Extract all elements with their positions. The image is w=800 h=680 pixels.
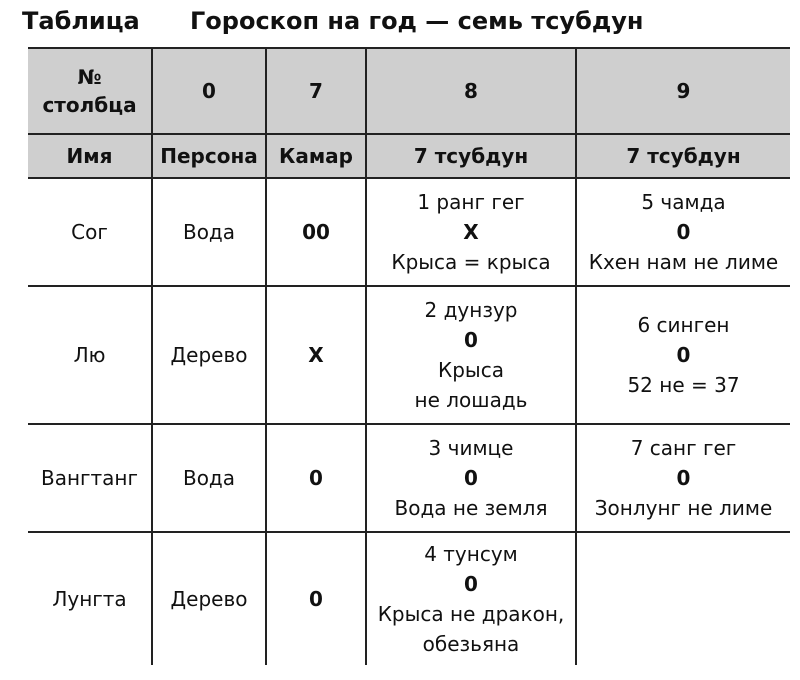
cell-col9 [576, 178, 790, 286]
cell-line: 4 тунсум [424, 542, 518, 566]
cell-col8 [366, 532, 576, 665]
cell-persona: Вода [152, 424, 266, 532]
table-row [28, 178, 790, 286]
cell-line: Зонлунг не лиме [594, 496, 773, 520]
cell-kamar: 0 [266, 532, 366, 665]
cell-mark: 0 [464, 572, 478, 596]
cell-persona: Дерево [152, 532, 266, 665]
cell-name: Лю [28, 286, 152, 424]
caption-title: Гороскоп на год — семь тсубдун [190, 7, 644, 35]
cell-mark: 0 [464, 328, 478, 352]
cell-line: Кхен нам не лиме [588, 250, 779, 274]
table-caption [22, 2, 643, 40]
cell-line: 6 синген [637, 313, 730, 337]
header-cell-name: Имя [28, 134, 152, 178]
header-cell-col-9: 9 [576, 48, 790, 134]
cell-mark: 0 [676, 220, 691, 244]
cell-mark: 0 [676, 343, 691, 367]
cell-mark: 0 [676, 466, 691, 490]
cell-name: Лунгта [52, 587, 127, 611]
horoscope-table [28, 47, 790, 665]
cell-kamar: X [266, 286, 366, 424]
cell-col9 [576, 286, 790, 424]
cell-mark: X [463, 220, 479, 244]
cell-kamar: 00 [266, 178, 366, 286]
cell-line: Крыса = крыса [391, 250, 551, 274]
cell-col8 [366, 286, 576, 424]
table-row [28, 286, 790, 424]
cell-line: Вода не земля [394, 496, 548, 520]
cell-line: 52 не = 37 [627, 373, 740, 397]
header-cell-col-7: 7 [266, 48, 366, 134]
cell-col9-empty [576, 532, 790, 665]
cell-line: Крыса [438, 358, 504, 382]
cell-line: 3 чимце [428, 436, 514, 460]
cell-col8 [366, 424, 576, 532]
cell-col9 [576, 424, 790, 532]
cell-col8 [366, 178, 576, 286]
cell-persona: Вода [152, 178, 266, 286]
table-row [28, 424, 790, 532]
table-row [28, 532, 790, 665]
header-cell-tsubdun-9: 7 тсубдун [576, 134, 790, 178]
cell-line: 5 чамда [641, 190, 726, 214]
cell-mark: 0 [464, 466, 478, 490]
cell-line: 1 ранг гег [417, 190, 525, 214]
header-cell-col-8: 8 [366, 48, 576, 134]
cell-line: 7 санг гег [630, 436, 737, 460]
header-cell-col-0: 0 [152, 48, 266, 134]
header-row-titles [28, 134, 790, 178]
header-cell-kamar: Камар [266, 134, 366, 178]
cell-line: Крыса не дракон, [377, 602, 565, 626]
cell-line: 2 дунзур [424, 298, 518, 322]
cell-persona: Дерево [152, 286, 266, 424]
header-cell-persona: Персона [152, 134, 266, 178]
header-cell-tsubdun-8: 7 тсубдун [366, 134, 576, 178]
header-cell-column-number-label: № столбца [28, 48, 152, 134]
header-row-column-numbers [28, 48, 790, 134]
cell-kamar: 0 [266, 424, 366, 532]
caption-label: Таблица [22, 7, 140, 35]
cell-line: обезьяна [422, 632, 520, 656]
cell-line: не лошадь [414, 388, 528, 412]
cell-name: Сог [28, 178, 152, 286]
cell-name: Вангтанг [28, 424, 152, 532]
